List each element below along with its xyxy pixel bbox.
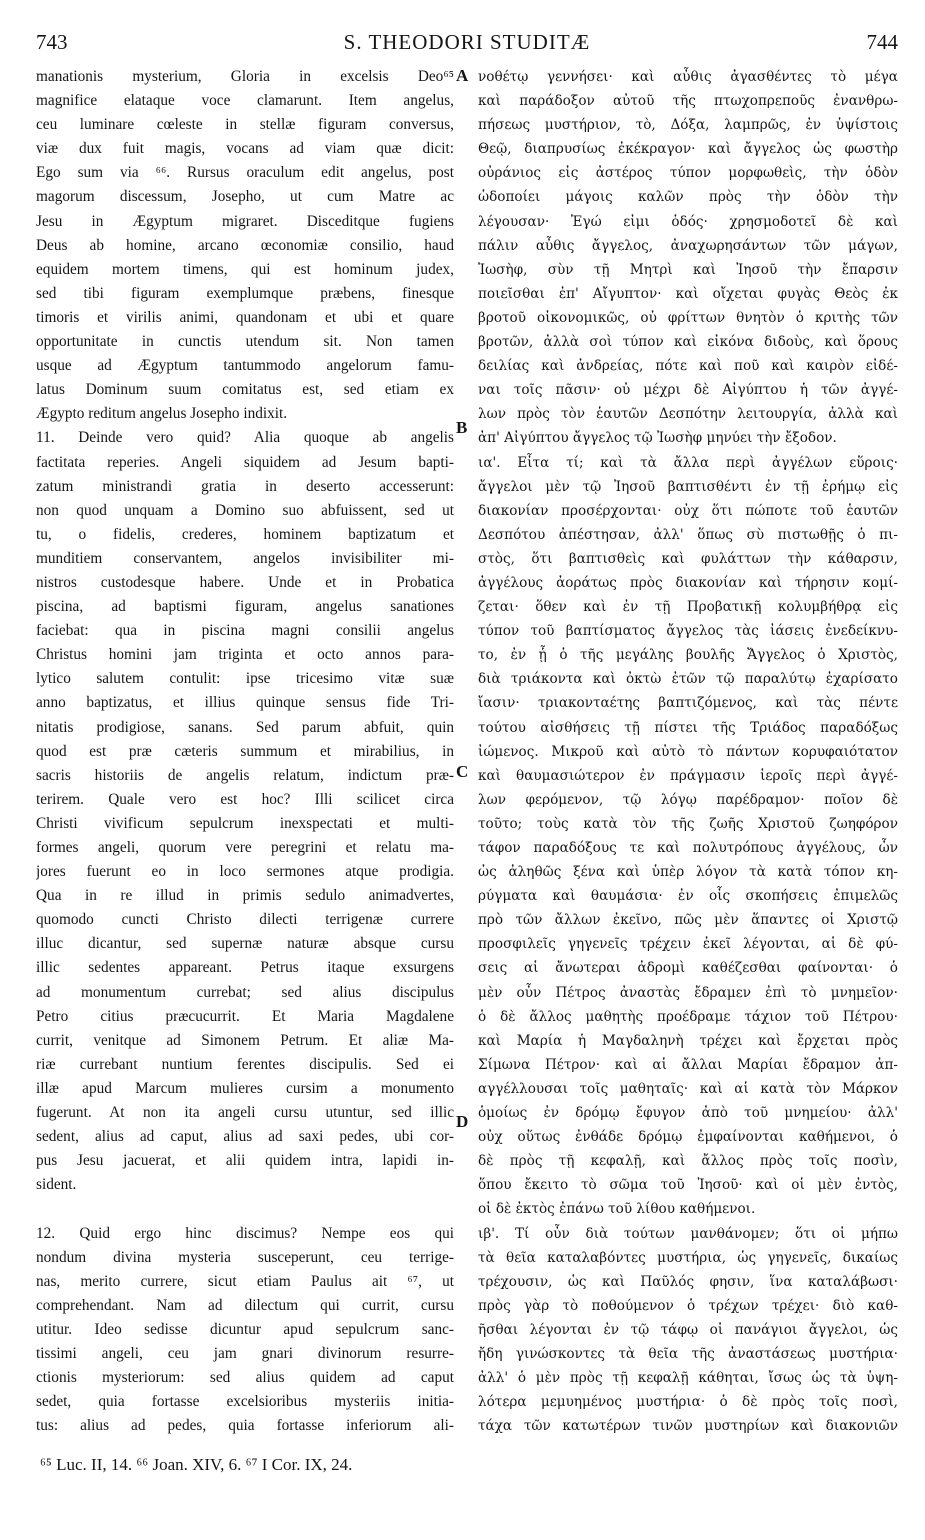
greek-text-line: λων φερόμενον, τῷ λόγῳ παρέδραμον· ποῖον δὲ [478,791,898,808]
latin-text-line: faciebat: qua in piscina magni consilii angelus [36,622,454,640]
latin-text-line: illuc dicantur, sed supernæ naturæ absque cursu [36,935,454,953]
margin-marker-d: D [456,1112,469,1131]
greek-text-line: ποιεῖσθαι ἐπ' Αἴγυπτον· καὶ οἴχεται φυγὰς Θεὸς ἐκ [478,285,898,302]
margin-marker-c: C [456,762,469,781]
latin-text-line: illæ apud Marcum mulieres cursim a monumento [36,1079,454,1097]
greek-text-line: πρὸς γὰρ τὸ ποθούμενον ὁ τρέχων τρέχει· διὸ καθ- [478,1297,898,1314]
greek-text-line: καὶ παράδοξον αὐτοῦ τῆς πτωχοπρεποῦς ἐνανθρω- [478,93,898,110]
greek-text-line: ὁμοίως ἐν δρόμῳ ἔφυγον ἀπὸ τοῦ μνημείου· ἀλλ' [478,1105,898,1122]
greek-text-line: ρύγματα καὶ θαυμάσια· ἐν οἷς σκοπήσεις ἐπιμελῶς [478,888,898,905]
latin-text-line: Christus homini jam triginta et octo annos para- [36,646,454,664]
greek-text-line: ἀγγέλους ἀοράτως πρὸς διακονίαν καὶ τήρησιν κομί- [478,574,898,591]
latin-text-line: timoris et virilis animi, quandonam et ubi et quare [36,308,454,326]
latin-text-line: sident. [36,1176,77,1194]
margin-marker-a: A [456,66,469,85]
greek-text-line: ιβ'. Τί οὖν διὰ τούτων μανθάνομεν; ὅτι οἱ μήπω [478,1225,898,1242]
greek-text-line: καὶ θαυμασιώτερον ἐν πράγμασιν ἱεροῖς περὶ ἀγγέ- [478,767,898,784]
greek-text-line: αγγέλλουσαι τοῖς μαθηταῖς· καὶ αἱ κατὰ τὸν Μάρκον [478,1080,898,1097]
greek-text-line: οὐχ οὕτως ἐνθάδε δρόμῳ ἐμφαίνονται καθήμενοι, ὁ [478,1129,898,1146]
greek-text-line: Θεῷ, διαπρυσίως ἐκέκραγον· καὶ ἄγγελος ὡς φωστὴρ [478,141,898,158]
greek-text-line: τούτου αἰσθήσεις τῇ πίστει τῆς Τριάδος παραδόξως [478,719,898,736]
latin-text-line: tu, o fidelis, crederes, hominem baptizatum et [36,525,454,543]
greek-text-line: νοθέτῳ γεννήσει· καὶ αὖθις ἀγασθέντες τὸ μέγα [478,69,898,85]
latin-text-line: riæ currebant nuntium ferentes discipulis. Sed ei [36,1055,454,1073]
latin-text-line: magnifice elataque voce clamarunt. Item angelus, [36,92,454,110]
greek-text-line: διακονίαν προσέρχονται· οὐχ ὅτι πώποτε τοῦ ἑαυτῶν [478,502,898,519]
greek-text-line: οἱ δὲ ἐκτὸς ἐπάνω τοῦ λίθου καθήμενοι. [478,1201,756,1218]
greek-text-line: οὐράνιος εἰς ἀστέρος τύπον μορφωθεὶς, τὴν ὁδὸν [478,165,898,182]
greek-text-line: καὶ Μαρία ἡ Μαγδαληνὴ τρέχει καὶ ἔρχεται πρὸς [478,1032,898,1049]
latin-text-line: anno baptizatus, et illius quinque sensus fide Tri- [36,694,454,712]
latin-text-line: sedet, quia fortasse excelsioribus mysteriis initia- [36,1393,454,1411]
greek-text-line: προσφιλεῖς γηγενεῖς τρέχειν ἐκεῖ λέγονται, αἱ δὲ φύ- [478,936,898,953]
greek-text-line: Δεσπότου ἀπέστησαν, ἀλλ' ὅπως σὺ πιστωθῇς ὁ πι- [478,526,898,543]
greek-text-line: ῆσθαι λέγονται ἐν τῷ τάφῳ οἱ πανάγιοι ἄγγελοι, ὡς [478,1321,898,1338]
greek-text-line: ἀλλ' ὁ μὲν πρὸς τῇ κεφαλῇ κάθηται, ἴσως ὡς τὰ ὑψη- [478,1370,898,1387]
latin-text-line: 11. Deinde vero quid? Alia quoque ab angelis [36,429,454,447]
latin-text-line: utitur. Ideo sedisse dicuntur apud sepulcrum sanc- [36,1320,454,1338]
latin-text-line: illic sedentes appareant. Petrus itaque exsurgens [36,959,454,977]
greek-text-line: διὰ τριάκοντα καὶ ὀκτὼ ἐτῶν τῷ παραλύτῳ ἐχαρίσατο [478,671,898,688]
page-header [36,30,898,60]
latin-text-line: currit, venitque ad Simonem Petrum. Et aliæ Ma- [36,1031,454,1049]
greek-text-line: ὡδοποίει μάγοις καλῶν πρὸς τὴν ὁδὸν τὴν [478,189,898,206]
margin-marker-b: B [456,418,468,437]
latin-text-line: latus Dominum suum comitatus est, sed etiam ex [36,381,454,399]
greek-text-line: ναι τοῖς πᾶσιν· οὐ μέχρι δὲ Αἰγύπτου ἡ τῶν ἀγγέ- [478,382,898,399]
greek-text-line: τοῦτο; τοὺς κατὰ τὸν τῆς ζωῆς Χριστοῦ ζωηφόρον [478,815,898,832]
greek-text-line: τρέχουσιν, ὡς καὶ Παῦλός φησιν, ἵνα καταλάβωσι· [478,1273,898,1290]
latin-text-line: Qua in re illud in primis sedulo animadvertes, [36,887,454,905]
latin-text-line: nitatis prodigiose, sanans. Sed parum abfuit, quin [36,718,454,736]
greek-text-line: βροτοῦ οἰκονομικῶς, οὐ φρίττων θνητὸν ὁ κριτὴς τῶν [478,309,898,326]
latin-text-line: Jesu in Ægyptum migraret. Disceditque fugiens [36,212,454,230]
latin-text-line: nas, merito currere, sicut etiam Paulus ait ⁶⁷, ut [36,1272,454,1290]
greek-text-line: ἴασιν· τριακονταέτης βαπτιζόμενος, καὶ τὰς πέντε [478,695,898,712]
latin-text-line: Deus ab homine, arcano œconomiæ consilio, haud [36,236,454,254]
greek-text-line: πρὸ τῶν ἄλλων ἐκεῖνο, πῶς μὲν ἅπαντες οἱ Χριστῷ [478,912,898,929]
latin-text-line: nistros custodesque habere. Unde et in Probatica [36,573,454,591]
latin-text-line: Ægypto reditum angelus Josepho indixit. [36,405,288,423]
greek-text-line: δὲ πρὸς τῇ κεφαλῇ, καὶ ἄλλος πρὸς τοῖς ποσὶν, [478,1153,898,1170]
greek-text-line: μὲν οὖν Πέτρος ἀναστὰς ἔδραμεν ἐπὶ τὸ μνημεῖον· [478,984,898,1001]
greek-text-line: τάχα τῶν κατωτέρων τινῶν μυστηρίων καὶ διακονιῶν [478,1418,898,1435]
greek-text-line: δειλίας καὶ ἀνδρείας, πότε καὶ ποῦ καὶ καιρὸν εἰδέ- [478,358,898,375]
greek-text-line: ὅπου ἔκειτο τὸ σῶμα τοῦ Ἰησοῦ· καὶ οἱ μὲν ἐντὸς, [478,1177,898,1194]
latin-text-line: formes angeli, quorum vere peregrini et relatu ma- [36,839,454,856]
greek-text-line: ὡς ἀληθῶς ξένα καὶ ὑπὲρ λόγον τὰ κατὰ τόπον κη- [478,864,898,881]
latin-text-line: jores fuerunt eo in loco sermones atque prodigia. [36,863,454,881]
greek-text-line: τάφον παραδόξους τε καὶ πολυτρόπους ἀγγέλους, ὧν [478,840,898,856]
greek-text-line: στὸς, ὅτι βαπτισθεὶς καὶ φυλάττων τὴν κάθαρσιν, [478,550,898,567]
greek-text-line: το, ἐν ᾗ ὁ τῆς μεγάλης βουλῆς Ἄγγελος ὁ Χριστὸς, [478,647,898,664]
latin-text-line: 12. Quid ergo hinc discimus? Nempe eos qui [36,1224,454,1242]
greek-text-line: ζεται· ὅθεν καὶ ἐν τῇ Προβατικῇ κολυμβήθρᾳ εἰς [478,599,898,616]
running-title: S. THEODORI STUDITÆ [343,30,591,54]
greek-text-line: βροτῶν, ἀλλὰ σοὶ τύπον καὶ εἰκόνα διδοὺς, καὶ ὅρους [478,334,898,351]
latin-text-line: quomodo cuncti Christo dilecti terrigenæ currere [36,911,454,929]
latin-text-line: comprehendant. Nam ad dilectum qui currit, cursu [36,1296,454,1314]
latin-column [36,65,454,1440]
greek-text-line: τὰ θεῖα καταλαβόντες μυστήρια, ὡς γηγενεῖς, δικαίως [478,1249,898,1266]
greek-text-line: ὁ δὲ ἄλλος μαθητὴς προέδραμε τάχιον τοῦ Πέτρου· [478,1008,898,1025]
latin-text-line: pus Jesu jacuerat, et alii quidem intra, lapidi in- [36,1152,454,1170]
greek-text-line: Ἰωσὴφ, σὺν τῇ Μητρὶ καὶ Ἰησοῦ τὴν ἔπαρσιν [478,261,898,278]
greek-text-line: πήσεως μυστήριον, τὸ, Δόξα, λαμπρῶς, ἐν ὑψίστοις [478,117,898,134]
footnotes: ⁶⁵ Luc. II, 14. ⁶⁶ Joan. XIV, 6. ⁶⁷ I Cor. IX, 24. [40,1455,353,1474]
latin-text-line: tus: alius ad pedes, quia fortasse inferiorum ali- [36,1417,454,1435]
latin-text-line: non quod unquam a Domino suo abfuissent, sed ut [36,501,454,519]
latin-text-line: quod est præ cæteris summum et mirabilius, in [36,742,454,760]
greek-text-line: ια'. Εἶτα τί; καὶ τὰ ἄλλα περὶ ἀγγέλων εὕροις· [478,454,898,471]
latin-text-line: terirem. Quale vero est hoc? Illi scilicet circa [36,790,454,808]
greek-text-line: πάλιν αὖθις ἄγγελος, ἀναχωρησάντων τῶν μάγων, [478,237,898,254]
page-number-left: 743 [36,30,68,54]
latin-text-line: lytico salutem contulit: ipse tricesimo vitæ suæ [36,670,454,688]
latin-text-line: zatum ministrandi gratia in deserto accesserunt: [36,477,454,495]
latin-text-line: munditiem conservantem, angelos invisibiliter mi- [36,549,454,567]
latin-text-line: manationis mysterium, Gloria in excelsis Deo⁶⁵ [36,68,454,85]
greek-text-line: Σίμωνα Πέτρον· καὶ αἱ ἄλλαι Μαρίαι ἔδραμον ἀπ- [478,1056,898,1073]
greek-column [478,65,898,1440]
latin-text-line: tissimi angeli, ceu jam gnari divinorum resurre- [36,1344,454,1362]
latin-text-line: usque ad Ægyptum tantummodo angelorum famu- [36,357,454,375]
greek-text-line: ἀπ' Αἰγύπτου ἄγγελος τῷ Ἰωσὴφ μηνύει τὴν ἔξοδον. [478,430,837,447]
greek-text-line: ἰώμενος. Μικροῦ καὶ αὐτὸ τὸ πάντων κορυφαιότατον [478,743,898,760]
greek-text-line: ἄγγελοι μὲν τῷ Ἰησοῦ βαπτισθέντι ἐν τῇ ἐρήμῳ εἰς [478,478,898,495]
latin-text-line: Christi vivificum sepulcrum inexspectati et multi- [36,814,454,832]
latin-text-line: fugerunt. At non ita angeli cursu utuntur, sed illic [36,1104,454,1122]
latin-text-line: piscina, ad baptismi figuram, angelus sanationes [36,598,454,616]
greek-text-line: λέγουσαν· Ἐγώ εἰμι ὁδός· χρησμοδοτεῖ δὲ καὶ [478,213,898,230]
latin-text-line: opportunitate in cunctis utendum sit. Non tamen [36,333,454,351]
latin-text-line: sed tibi figuram exemplumque præbens, finesque [36,284,454,302]
latin-text-line: sedent, alius ad caput, alius ad saxi pedes, ubi cor- [36,1128,454,1146]
latin-text-line: Petro citius præcucurrit. Et Maria Magdalene [36,1007,454,1025]
greek-text-line: λων πρὸς τὸν ἑαυτῶν Δεσπότην λειτουργία, ἀλλὰ καὶ [478,406,898,423]
greek-text-line: ἤδη γινώσκοντες τὰ θεῖα τῆς ἀναστάσεως μυστήρια· [478,1345,898,1362]
latin-text-line: viæ dux fuit magis, vocans ad viam quæ dicit: [36,140,454,158]
latin-text-line: factitata reperies. Angeli siquidem ad Jesum bapti- [36,453,454,471]
latin-text-line: ad monumentum currebat; sed alius discipulus [36,983,454,1001]
page-number-right: 744 [866,30,898,54]
latin-text-line: nondum divina mysteria susceperunt, ceu terrige- [36,1248,454,1266]
latin-text-line: ceu luminare cœleste in stellæ figuram conversus, [36,116,454,134]
latin-text-line: sacris historiis de angelis relatum, indictum præ- [36,766,454,784]
latin-text-line [36,1197,454,1221]
latin-text-line: equidem mortem timens, qui est hominum judex, [36,260,454,278]
greek-text-line: τύπον τοῦ βαπτίσματος ἄγγελος τὰς ἰάσεις ἐνεδείκνυ- [478,623,898,640]
greek-text-line: σεις αἱ ἄνωτεραι ἀδρομὶ καθέζεσθαι φαίνονται· ὁ [478,960,898,977]
latin-text-line: ctionis mysteriorum: sed alius quidem ad caput [36,1369,454,1387]
latin-text-line: Ego sum via ⁶⁶. Rursus oraculum edit angelus, post [36,164,454,182]
greek-text-line: λότερα μεμυημένος μυστήρια· ὁ δὲ πρὸς τοῖς ποσὶ, [478,1394,898,1411]
latin-text-line: magorum discessum, Josepho, ut cum Matre ac [36,188,454,206]
